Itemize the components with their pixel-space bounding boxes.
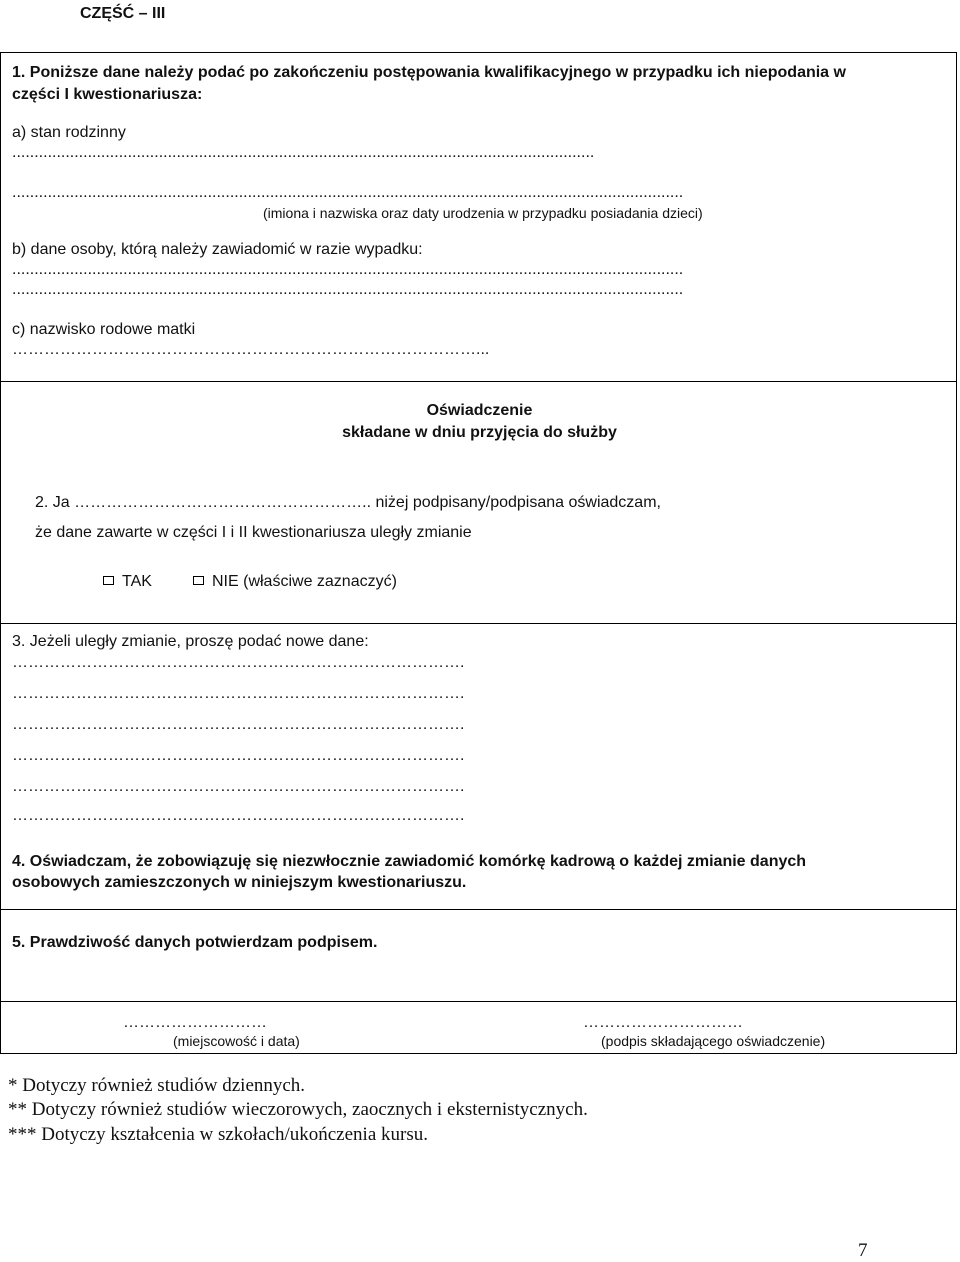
option-no[interactable] [193,573,397,591]
signature-label: (podpis składającego oświadczenie) [601,1033,826,1049]
declaration-title: Oświadczenie [426,402,533,419]
section5-separator [1,909,956,910]
emergency-contact-label: b) dane osoby, którą należy zawiadomić w razie wypadku: [12,241,423,258]
option-yes[interactable] [103,573,152,591]
marital-status-label: a) stan rodzinny [12,124,126,141]
declaration-box [0,381,957,1002]
marital-status-hint: (imiona i nazwiska oraz daty urodzenia w przypadku posiadania dzieci) [263,205,703,221]
emergency-contact-line-2[interactable]: ....................................................................................................................................................... [12,281,684,298]
option-yes-label: TAK [122,573,152,590]
option-no-label: NIE (właściwe zaznaczyć) [212,573,397,590]
signature-line[interactable]: ………………………… [583,1014,743,1031]
place-date-label: (miejscowość i data) [173,1033,300,1049]
place-date-line[interactable]: ……………………… [123,1014,267,1031]
new-data-line[interactable]: …………………………………………………………………………. [12,747,465,764]
section5-text: 5. Prawdziwość danych potwierdzam podpisem. [12,934,378,951]
mother-maiden-name-label: c) nazwisko rodowe matki [12,321,196,338]
declaration-separator [1,623,956,624]
section1-heading-line1: 1. Poniższe dane należy podać po zakończeniu postępowania kwalifikacyjnego w przypadku ich niepodania w [12,64,846,81]
new-data-line[interactable]: …………………………………………………………………………. [12,778,465,795]
checkbox-no[interactable] [193,576,204,585]
signature-box [0,1001,957,1054]
new-data-line[interactable]: …………………………………………………………………………. [12,654,465,671]
checkbox-yes[interactable] [103,576,114,585]
footnote: * Dotyczy również studiów dziennych. [8,1075,306,1096]
declaration-subtitle: składane w dniu przyjęcia do służby [342,424,617,441]
marital-status-line-1[interactable]: ................................................................................................................................... [12,144,595,161]
page-number: 7 [858,1240,868,1261]
new-data-line[interactable]: …………………………………………………………………………. [12,716,465,733]
footnote: ** Dotyczy również studiów wieczorowych, zaocznych i eksternistycznych. [8,1099,588,1120]
new-data-line[interactable]: …………………………………………………………………………. [12,685,465,702]
section4-line1: 4. Oświadczam, że zobowiązuję się niezwłocznie zawiadomić komórkę kadrową o każdej zmianie danych [12,853,807,870]
marital-status-line-2[interactable]: ....................................................................................................................................................... [12,184,684,201]
footnote: *** Dotyczy kształcenia w szkołach/ukończenia kursu. [8,1124,428,1145]
emergency-contact-line-1[interactable]: ....................................................................................................................................................... [12,261,684,278]
mother-maiden-name-line[interactable]: ……………………………………………………………………………... [12,341,490,358]
section4-line2: osobowych zamieszczonych w niniejszym kwestionariuszu. [12,874,467,891]
new-data-label: 3. Jeżeli uległy zmianie, proszę podać nowe dane: [12,633,369,650]
new-data-line[interactable]: …………………………………………………………………………. [12,807,465,824]
declaration-statement[interactable]: 2. Ja ……………………………………………….. niżej podpisany/podpisana oświadczam, [35,494,661,511]
section1-box [0,52,957,382]
section1-heading-line2: części I kwestionariusza: [12,86,203,103]
part-title: CZĘŚĆ – III [80,5,166,22]
declaration-statement-line2: że dane zawarte w części I i II kwestionariusza uległy zmianie [35,524,472,541]
